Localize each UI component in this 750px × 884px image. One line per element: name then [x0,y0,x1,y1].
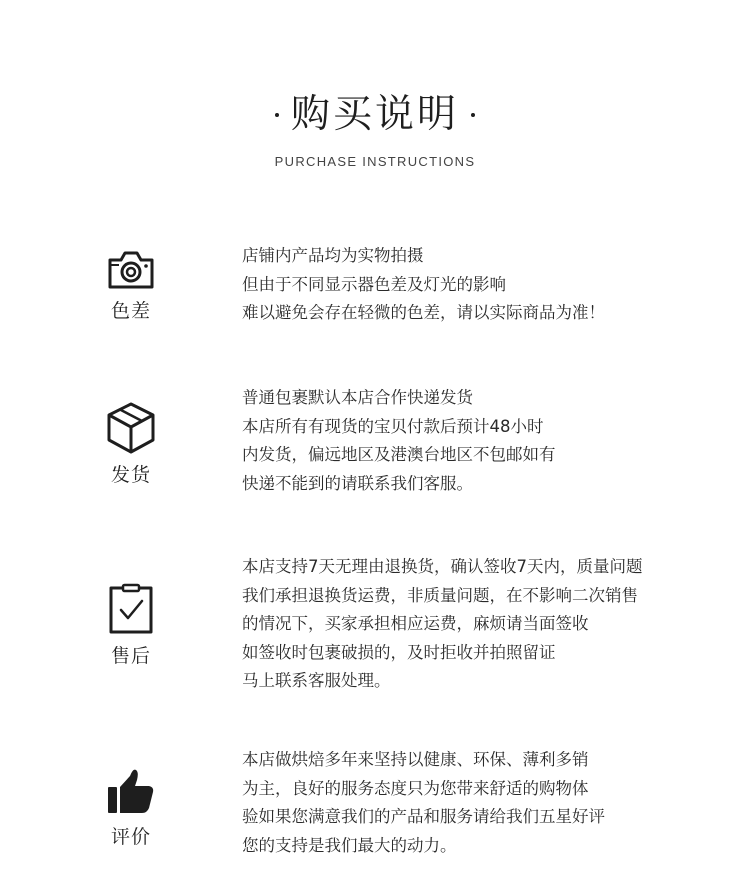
page-subtitle: PURCHASE INSTRUCTIONS [274,154,476,169]
section-text [242,553,712,696]
page-header [0,88,750,169]
camera-icon [106,250,156,290]
section-icon-column [96,250,166,323]
text-line: 本店做烘焙多年来坚持以健康、环保、薄利多销 [242,750,589,769]
text-line: 普通包裹默认本店合作快递发货 [242,388,473,407]
box-icon [106,402,156,454]
text-line: 本店所有有现货的宝贝付款后预计48小时 [242,416,544,436]
text-line: 店铺内产品均为实物拍摄 [242,246,424,265]
text-line: 的情况下，买家承担相应运费，麻烦请当面签收 [242,614,589,633]
text-line: 我们承担退换货运费，非质量问题，在不影响二次销售 [242,585,638,605]
title-dot-left [275,113,279,117]
text-line: 快递不能到的请联系我们客服。 [242,473,473,493]
text-line: 内发货，偏远地区及港澳台地区不包邮如有 [242,445,556,464]
clipboard-check-icon [106,583,156,635]
text-line: 您的支持是我们最大的动力。 [242,835,457,855]
title-dot-right [471,113,475,117]
section-label: 评价 [110,826,151,848]
section-label: 色差 [110,300,151,322]
page-title [263,88,487,142]
text-line: 马上联系客服处理。 [242,671,391,690]
page-title-text: 购买说明 [290,92,459,137]
section-text [242,746,712,860]
thumbs-up-icon [106,766,156,816]
section-icon-column [96,766,166,849]
section-text [242,384,712,498]
section-icon-column [96,583,166,668]
text-line: 为主，良好的服务态度只为您带来舒适的购物体 [242,778,589,798]
section-label: 发货 [110,464,151,486]
text-line: 但由于不同显示器色差及灯光的影响 [242,274,506,294]
text-line: 难以避免会存在轻微的色差，请以实际商品为准！ [242,303,605,322]
text-line: 验如果您满意我们的产品和服务请给我们五星好评 [242,807,605,826]
section-text [242,242,712,328]
text-line: 如签收时包裹破损的，及时拒收并拍照留证 [242,642,556,662]
section-label: 售后 [110,645,151,667]
section-icon-column [96,402,166,487]
text-line: 本店支持7天无理由退换货，确认签收7天内，质量问题 [242,557,643,576]
